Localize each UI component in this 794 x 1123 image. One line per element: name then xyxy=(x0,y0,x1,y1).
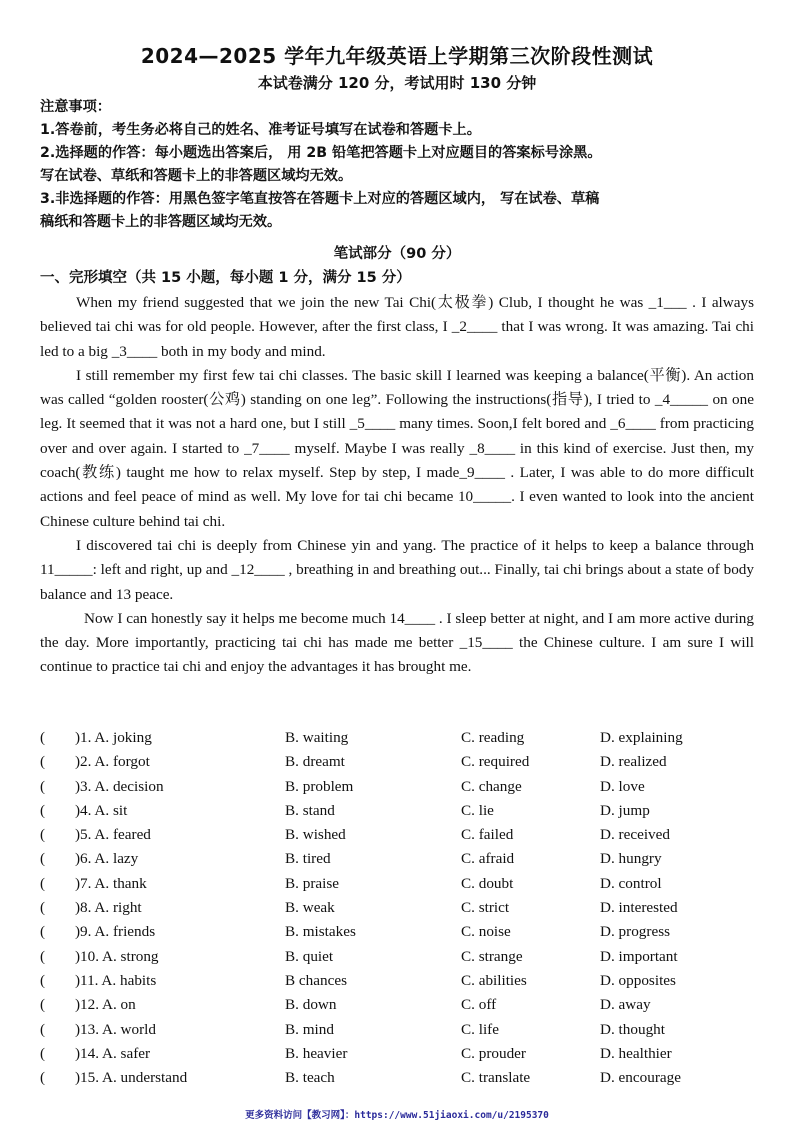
footer-link[interactable]: 更多资料访问【教习网】：https://www.51jiaoxi.com/u/2195370 xyxy=(245,1110,549,1121)
option-b: B. problem xyxy=(285,777,354,795)
option-c: C. translate xyxy=(461,1069,531,1087)
option-d: D. progress xyxy=(600,923,671,941)
notes-line: 稿纸和答题卡上的非答题区域均无效。 xyxy=(40,214,282,230)
passage-paragraph: Now I can honestly say it helps me become much 14____ . I sleep better at night, and I am more active during the day. More importantly, practicing tai chi has made me better _15____ the Chinese culture. I am sure I will continue to practice tai chi and enjoy the advantages it has brought me. xyxy=(40,609,754,676)
answer-paren: ( xyxy=(40,826,46,844)
question-row xyxy=(40,729,760,753)
question-row xyxy=(40,753,760,777)
passage-paragraph: I discovered tai chi is deeply from Chinese yin and yang. The practice of it helps to keep a balance through 11_____: left and right, up and _12____ , breathing in and breathing out... Finally, tai chi brings about a state of body balance and 13 peace. xyxy=(40,536,754,603)
notes-block xyxy=(40,96,756,234)
option-b: B. dreamt xyxy=(285,753,345,771)
exam-subtitle: 本试卷满分 120 分，考试用时 130 分钟 xyxy=(257,74,537,92)
option-a: )11. A. habits xyxy=(75,971,157,989)
option-a: )9. A. friends xyxy=(75,923,156,941)
option-d: D. received xyxy=(600,826,670,844)
notes-line: 写在试卷、草纸和答题卡上的非答题区域均无效。 xyxy=(40,168,353,184)
answer-paren: ( xyxy=(40,996,46,1014)
question-row xyxy=(40,826,760,850)
answer-paren: ( xyxy=(40,729,46,746)
option-d: D. thought xyxy=(600,1020,665,1038)
question-row xyxy=(40,1021,760,1045)
question-row xyxy=(40,778,760,802)
answer-paren: ( xyxy=(40,947,46,965)
notes-line: 3.非选择题的作答：用黑色签字笔直按答在答题卡上对应的答题区域内， 写在试卷、草稿 xyxy=(40,191,600,207)
option-a: )7. A. thank xyxy=(75,874,147,892)
option-d: D. control xyxy=(600,874,662,892)
question-row xyxy=(40,948,760,972)
option-d: D. opposites xyxy=(600,971,676,989)
option-c: C. noise xyxy=(461,923,511,941)
notes-line: 1.答卷前，考生务必将自己的姓名、准考证号填写在试卷和答题卡上。 xyxy=(40,122,481,138)
option-a: )14. A. safer xyxy=(75,1044,151,1062)
option-d: D. hungry xyxy=(600,850,662,868)
notes-line: 2.选择题的作答：每小题选出答案后， 用 2B 铅笔把答题卡上对应题目的答案标号涂黑。 xyxy=(40,145,602,161)
passage-paragraph: I still remember my first few tai chi classes. The basic skill I learned was keeping a balance(平衡). An action was called “golden rooster(公鸡) standing on one leg”. Following the instructions(指导), I tried to _4_____ on one leg. It seemed that it was not a hard one, but I still _5____ many times. Soon,I felt bored and _6____ from practicing over and over again. I started to _7____ myself. Maybe I was really _8____ in this kind of exercise. Just then, my coach(教练) taught me how to relax myself. Step by step, I made_9____ . Later, I was able to do more difficult actions and feel peace of mind as well. My love for tai chi became 10_____. I even wanted to look into the ancient Chinese culture behind tai chi. xyxy=(40,366,754,530)
question-row xyxy=(40,850,760,874)
option-c: C. required xyxy=(461,753,530,771)
cloze-passage xyxy=(40,291,754,680)
option-a: )1. A. joking xyxy=(75,729,152,746)
answer-paren: ( xyxy=(40,753,46,771)
option-d: D. away xyxy=(600,996,651,1014)
option-b: B. stand xyxy=(285,801,335,819)
option-b: B. praise xyxy=(285,874,339,892)
option-a: )13. A. world xyxy=(75,1020,156,1038)
option-b: B. mistakes xyxy=(285,923,356,941)
option-d: D. jump xyxy=(600,801,650,819)
option-d: D. important xyxy=(600,947,678,965)
answer-paren: ( xyxy=(40,1044,46,1062)
answer-paren: ( xyxy=(40,874,46,892)
option-c: C. prouder xyxy=(461,1044,526,1062)
option-c: C. reading xyxy=(461,729,525,746)
option-d: D. encourage xyxy=(600,1069,681,1087)
option-d: D. healthier xyxy=(600,1044,672,1062)
option-a: )2. A. forgot xyxy=(75,753,150,771)
question-row xyxy=(40,1045,760,1069)
option-a: )12. A. on xyxy=(75,996,136,1014)
option-b: B. wished xyxy=(285,826,346,844)
notes-heading: 注意事项： xyxy=(40,99,111,115)
option-d: D. love xyxy=(600,777,645,795)
option-c: C. life xyxy=(461,1020,499,1038)
option-c: C. lie xyxy=(461,801,494,819)
answer-paren: ( xyxy=(40,1069,46,1087)
option-c: C. strange xyxy=(461,947,523,965)
question-row xyxy=(40,1069,760,1093)
option-a: )6. A. lazy xyxy=(75,850,139,868)
option-a: )3. A. decision xyxy=(75,777,164,795)
part-heading: 一、完形填空（共 15 小题，每小题 1 分，满分 15 分） xyxy=(40,270,411,286)
option-d: D. realized xyxy=(600,753,667,771)
question-row xyxy=(40,875,760,899)
answer-paren: ( xyxy=(40,850,46,868)
option-a: )15. A. understand xyxy=(75,1069,188,1087)
option-b: B. mind xyxy=(285,1020,334,1038)
option-c: C. doubt xyxy=(461,874,514,892)
answer-paren: ( xyxy=(40,777,46,795)
answer-paren: ( xyxy=(40,923,46,941)
question-row xyxy=(40,802,760,826)
question-row xyxy=(40,899,760,923)
option-c: C. change xyxy=(461,777,522,795)
option-b: B. teach xyxy=(285,1069,335,1087)
question-row xyxy=(40,972,760,996)
answer-paren: ( xyxy=(40,1020,46,1038)
option-b: B. weak xyxy=(285,899,335,917)
question-row xyxy=(40,923,760,947)
option-b: B. tired xyxy=(285,850,331,868)
option-a: )5. A. feared xyxy=(75,826,151,844)
option-a: )8. A. right xyxy=(75,899,142,917)
option-d: D. interested xyxy=(600,899,678,917)
option-c: C. afraid xyxy=(461,850,515,868)
section-title: 笔试部分（90 分） xyxy=(333,246,461,262)
option-b: B. quiet xyxy=(285,947,334,965)
option-b: B. heavier xyxy=(285,1044,348,1062)
option-a: )4. A. sit xyxy=(75,801,128,819)
option-c: C. off xyxy=(461,996,497,1014)
exam-title: 2024—2025 学年九年级英语上学期第三次阶段性测试 xyxy=(140,44,654,68)
answer-paren: ( xyxy=(40,801,46,819)
question-options xyxy=(40,729,760,1093)
option-d: D. explaining xyxy=(600,729,683,746)
option-c: C. abilities xyxy=(461,971,527,989)
option-c: C. strict xyxy=(461,899,510,917)
passage-paragraph: When my friend suggested that we join the new Tai Chi(太极拳) Club, I thought he was _1___ . I always believed tai chi was for old people. However, after the first class, I _2____ that I was wrong. It was amazing. Tai chi led to a big _3____ both in my body and mind. xyxy=(40,294,754,360)
option-c: C. failed xyxy=(461,826,514,844)
option-b: B. down xyxy=(285,996,337,1014)
answer-paren: ( xyxy=(40,899,46,917)
question-row xyxy=(40,996,760,1020)
option-b: B. waiting xyxy=(285,729,349,746)
option-b: B chances xyxy=(285,971,347,989)
option-a: )10. A. strong xyxy=(75,947,159,965)
answer-paren: ( xyxy=(40,971,46,989)
